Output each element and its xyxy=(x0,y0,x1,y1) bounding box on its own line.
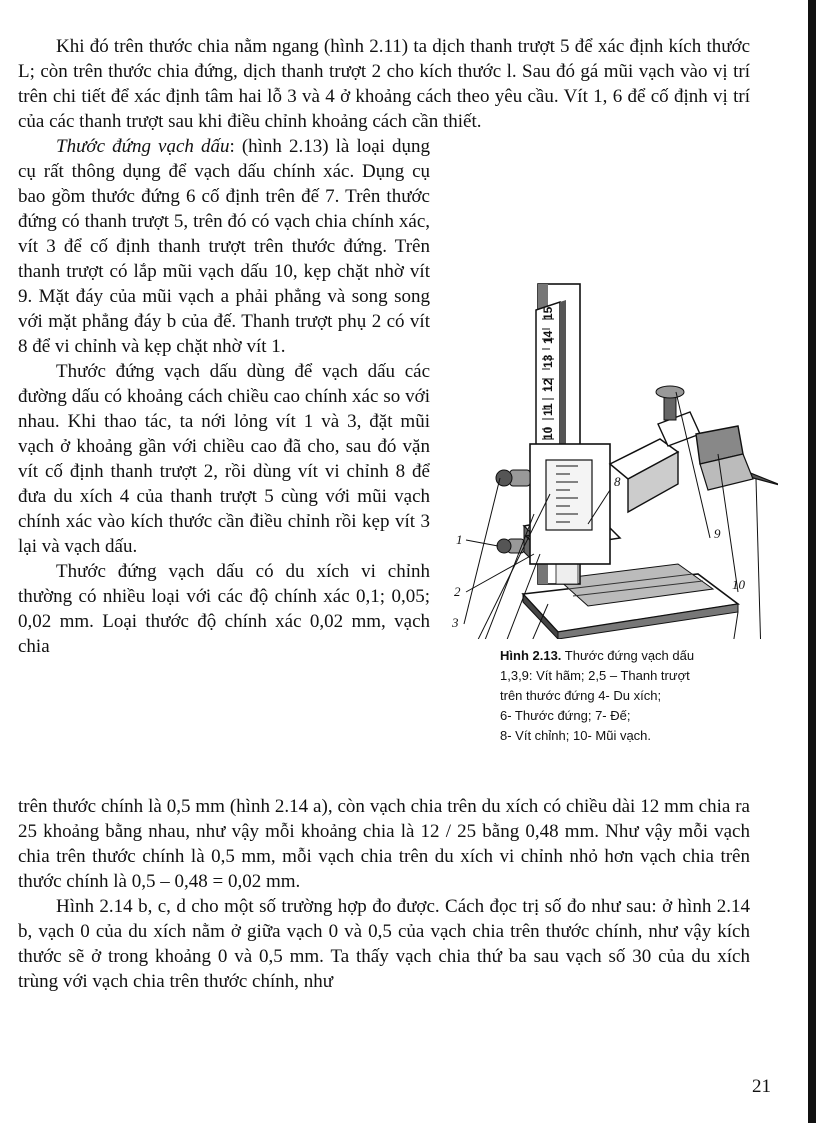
page-number: 21 xyxy=(752,1076,771,1097)
paragraph-3: Thước đứng vạch dấu dùng để vạch dấu các đường dấu có khoảng cách chiều cao chính xác so với nhau. Khi thao tác, ta nới lỏng vít 1 và 3, đặt mũi vạch ở khoảng gần với chiều cao đã cho, sau đó vặn vít cố định thanh trượt 2, rồi dùng vít vi chỉnh 8 để đưa du xích 4 của thanh trượt 5 cùng với mũi vạch chính xác vào kích thước cần điều chỉnh rồi kẹp vít 3 lại và vạch dấu. xyxy=(18,361,430,557)
paragraph-2 xyxy=(18,134,430,359)
caption-line-2: 1,3,9: Vít hãm; 2,5 – Thanh trượt xyxy=(500,668,690,683)
paragraph-4-continued: trên thước chính là 0,5 mm (hình 2.14 a), còn vạch chia trên du xích có chiều dài 12 mm chia ra 25 khoảng bằng nhau, như vậy mỗi khoảng chia là 12 / 25 bằng 0,48 mm. Như vậy mỗi vạch chia trên thước chính là 0,5 mm, mỗi vạch chia trên du xích vi chỉnh nhỏ hơn vạch chia trên thước chính là 0,5 – 0,48 = 0,02 mm. xyxy=(18,796,750,892)
figure-2-13 xyxy=(438,134,778,794)
scale-number-15: 15 xyxy=(541,306,555,320)
scale-number-14: 14 xyxy=(541,330,555,344)
label-2: 2 xyxy=(454,584,461,599)
wrapped-text-column xyxy=(18,134,430,659)
label-9: 9 xyxy=(714,526,721,541)
text-figure-row xyxy=(18,134,758,794)
scale-number-11: 11 xyxy=(541,403,555,416)
page-edge-bar xyxy=(808,0,816,1123)
paragraph-4-start: Thước đứng vạch dấu có du xích vi chỉnh thường có nhiều loại với các độ chính xác 0,1; 0,05; 0,02 mm. Loại thước độ chính xác 0,02 mm, vạch chia xyxy=(18,561,430,657)
paragraph-2-body: : (hình 2.13) là loại dụng cụ rất thông dụng để vạch dấu chính xác. Dụng cụ bao gồm thước đứng 6 cố định trên đế 7. Trên thước đứng có thanh trượt 5, trên đó có vạch chia chính xác, vít 3 để cố định thanh trượt trên thước đứng. Trên thanh trượt có lắp mũi vạch dấu 10, kẹp chặt nhờ vít 9. Mặt đáy của mũi vạch a phải phẳng và song song với mặt phẳng đáy b của đế. Thanh trượt phụ 2 có vít 8 để vi chỉnh và kẹp chặt nhờ vít 1. xyxy=(18,136,431,357)
term-thuoc-dung-vach-dau: Thước đứng vạch dấu xyxy=(56,136,230,157)
scriber-arm xyxy=(610,386,778,512)
paragraph-1: Khi đó trên thước chia nằm ngang (hình 2.11) ta dịch thanh trượt 5 để xác định kích thước L; còn trên thước chia đứng, dịch thanh trượt 2 cho kích thước l. Sau đó gá mũi vạch vào vị trí trên chi tiết để xác định tâm hai lỗ 3 và 4 ở khoảng cách theo yêu cầu. Vít 1, 6 để cố định vị trí của các thanh trượt sau khi điều chỉnh khoảng cách cần thiết. xyxy=(18,36,750,132)
scale-number-10: 10 xyxy=(541,426,555,440)
label-8: 8 xyxy=(614,474,621,489)
caption-line-1 xyxy=(500,646,780,666)
scale-number-12: 12 xyxy=(541,378,555,392)
label-1: 1 xyxy=(456,532,463,547)
paragraph-5: Hình 2.14 b, c, d cho một số trường hợp đo được. Cách đọc trị số đo như sau: ở hình 2.14 b, vạch 0 của du xích nằm ở giữa vạch 0 và 0,5 của vạch chia trên thước chính, như vậy kích thước sẽ ở trong khoảng 0 và 0,5 mm. Ta thấy vạch chia thứ ba sau vạch số 30 của du xích trùng với vạch chia trên thước chính, như xyxy=(18,896,750,992)
figure-caption xyxy=(500,646,780,746)
caption-title: Hình 2.13. xyxy=(500,648,562,663)
label-10: 10 xyxy=(732,577,745,592)
caption-line-5: 8- Vít chỉnh; 10- Mũi vạch. xyxy=(500,728,652,743)
caption-line-3: trên thước đứng 4- Du xích; xyxy=(500,688,662,703)
caption-line-4: 6- Thước đứng; 7- Đế; xyxy=(500,708,631,723)
height-gauge-illustration xyxy=(438,134,778,639)
label-3: 3 xyxy=(452,615,459,630)
caption-title-text: Thước đứng vạch dấu xyxy=(561,648,695,663)
scale-number-13: 13 xyxy=(541,354,555,368)
page-content xyxy=(18,34,758,994)
